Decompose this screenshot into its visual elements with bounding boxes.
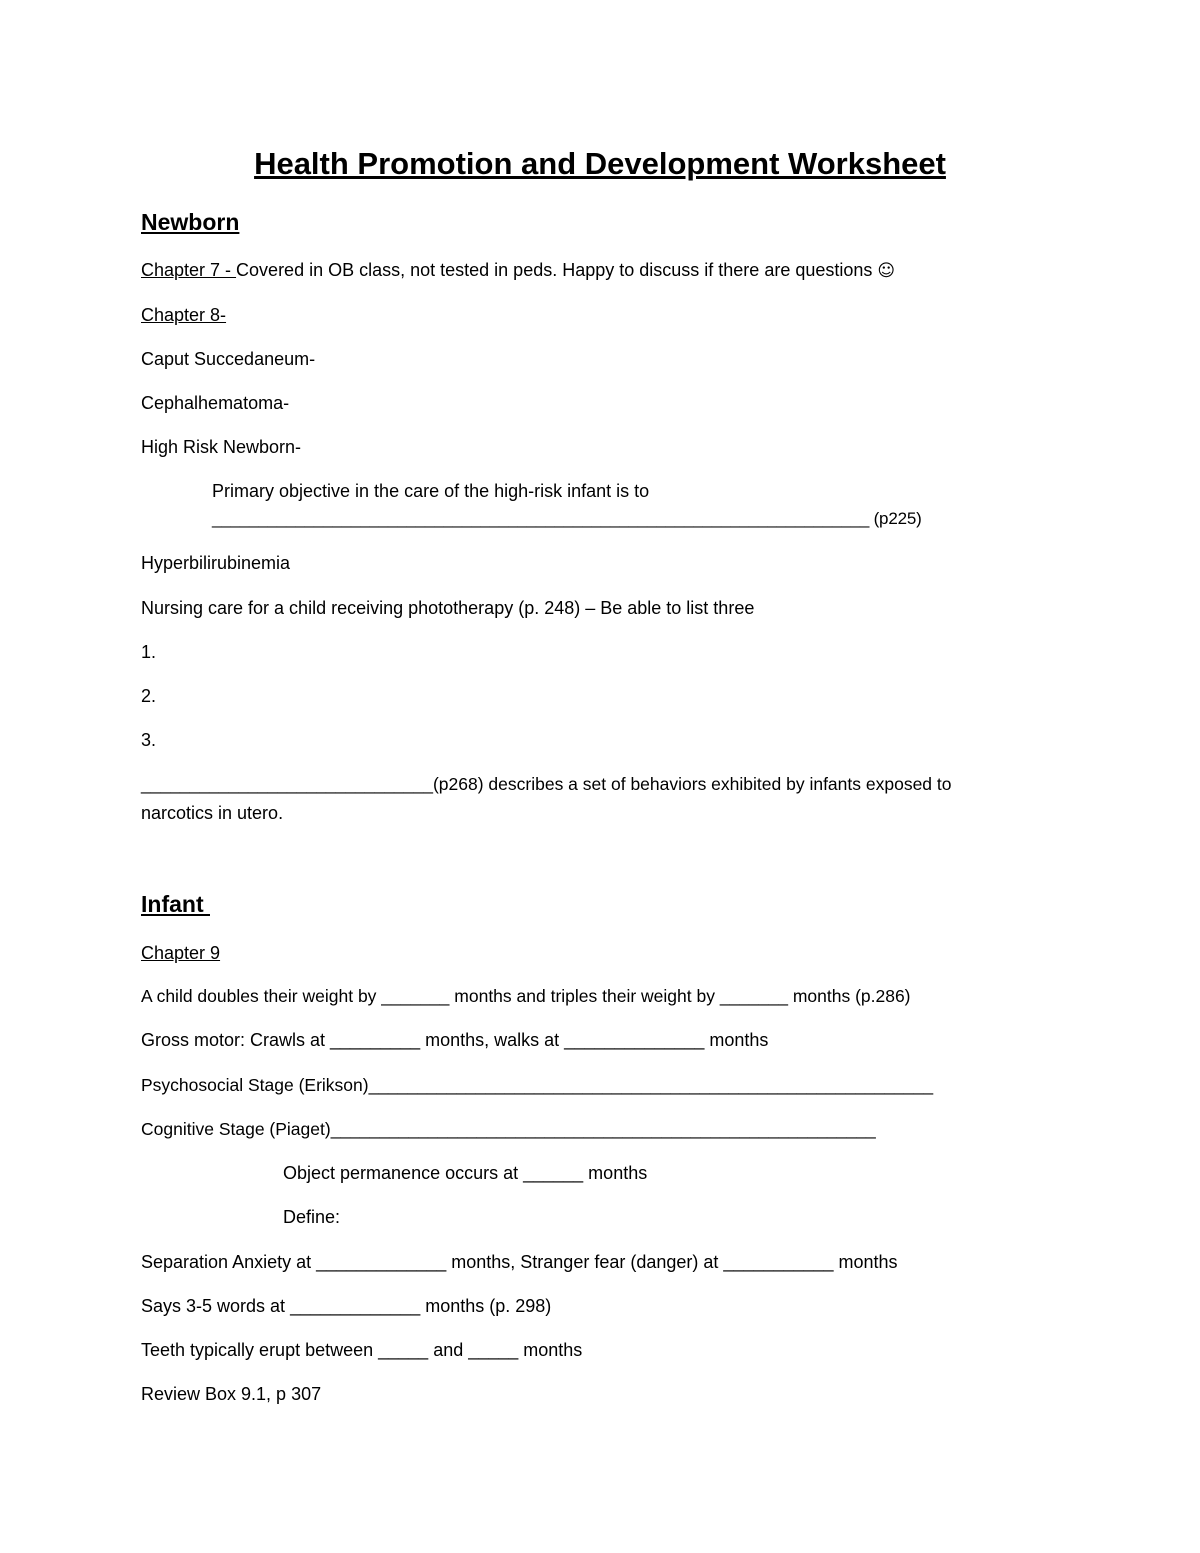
- list-item-2: 2.: [141, 686, 157, 706]
- chapter-7-line: [141, 258, 895, 283]
- chapter-8-label: Chapter 8-: [141, 305, 227, 325]
- nas-line-2: narcotics in utero.: [141, 803, 284, 823]
- objective-answer-blank: _______________________________________________________________________ (p225): [212, 509, 922, 528]
- define-line: Define:: [283, 1207, 341, 1227]
- section-heading-infant: Infant: [141, 891, 210, 917]
- list-item-1: 1.: [141, 642, 157, 662]
- section-heading-newborn: Newborn: [141, 209, 240, 235]
- separation-anxiety-line: Separation Anxiety at _____________ months, Stranger fear (danger) at ___________ months: [141, 1252, 898, 1272]
- words-line: Says 3-5 words at _____________ months (p. 298): [141, 1296, 552, 1316]
- cognitive-line: Cognitive Stage (Piaget)________________________________________________________: [141, 1119, 876, 1139]
- page-title: Health Promotion and Development Worksheet: [254, 146, 946, 181]
- nas-line-1: ______________________________(p268) describes a set of behaviors exhibited by infants exposed to: [141, 774, 952, 794]
- chapter-7-label: Chapter 7 -: [141, 260, 237, 280]
- psychosocial-line: Psychosocial Stage (Erikson)__________________________________________________________: [141, 1075, 934, 1095]
- cephalhematoma-line: Cephalhematoma-: [141, 393, 290, 413]
- phototherapy-line: Nursing care for a child receiving phototherapy (p. 248) – Be able to list three: [141, 598, 755, 618]
- hyperbilirubinemia-line: Hyperbilirubinemia: [141, 553, 291, 573]
- objective-question: Primary objective in the care of the high-risk infant is to: [212, 481, 650, 501]
- chapter-7-text: Covered in OB class, not tested in peds. Happy to discuss if there are questions: [236, 260, 878, 280]
- list-item-3: 3.: [141, 730, 157, 750]
- review-line: Review Box 9.1, p 307: [141, 1384, 322, 1404]
- gross-motor-line: Gross motor: Crawls at _________ months, walks at ______________ months: [141, 1030, 769, 1050]
- weight-line: A child doubles their weight by _______ months and triples their weight by _______ months (p.286): [141, 986, 911, 1006]
- high-risk-newborn-line: High Risk Newborn-: [141, 437, 302, 457]
- teeth-line: Teeth typically erupt between _____ and _____ months: [141, 1340, 583, 1360]
- object-permanence-line: Object permanence occurs at ______ months: [283, 1163, 648, 1183]
- caput-line: Caput Succedaneum-: [141, 349, 316, 369]
- smiley-icon: ☺: [877, 261, 896, 281]
- chapter-9-label: Chapter 9: [141, 943, 221, 963]
